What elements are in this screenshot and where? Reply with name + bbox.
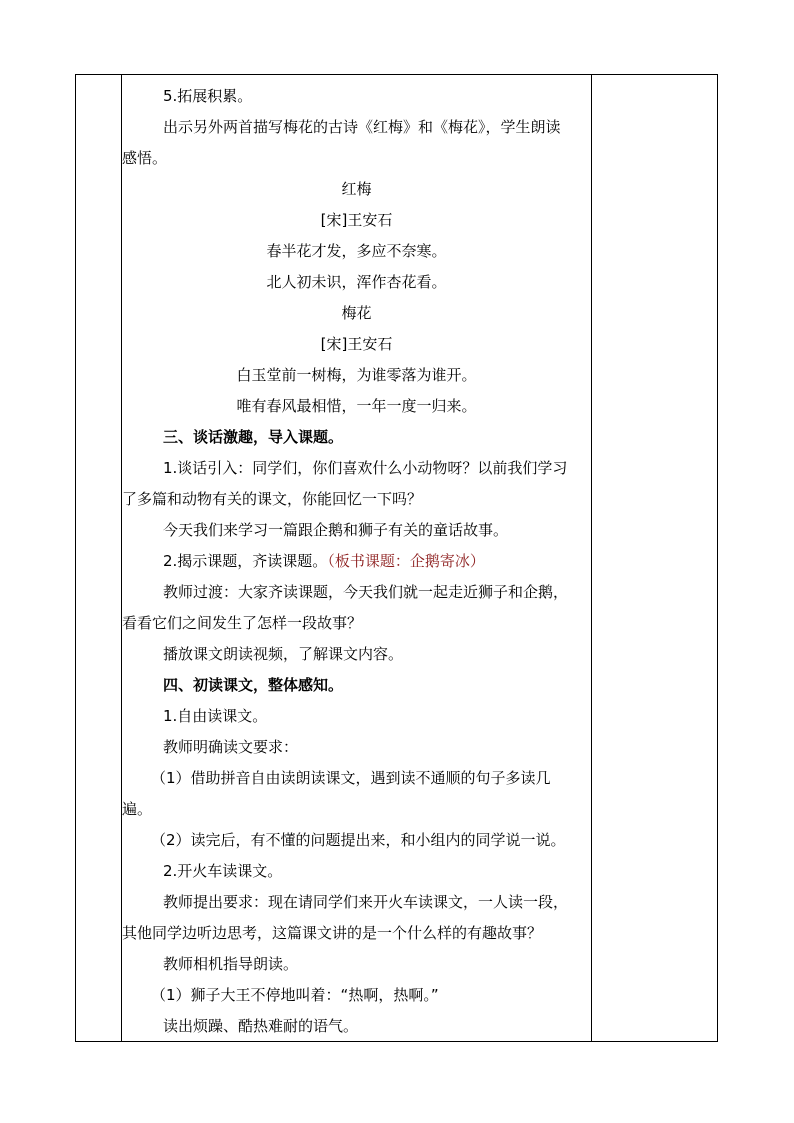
text-line: （1）借助拼音自由读朗读课文，遇到读不通顺的句子多读几 <box>151 769 551 787</box>
text-line: （1）狮子大王不停地叫着：“热啊，热啊。” <box>151 986 439 1004</box>
text-line: 1.谈话引入：同学们，你们喜欢什么小动物呀？以前我们学习 <box>163 459 568 477</box>
text-line: 教师明确读文要求： <box>163 738 299 756</box>
section-heading: 三、谈话激趣，导入课题。 <box>163 428 344 446</box>
poem-line: 春半花才发，多应不奈寒。 <box>266 242 447 260</box>
text-line <box>122 551 591 571</box>
board-note: （板书课题：企鹅寄冰） <box>327 552 485 570</box>
text-line: 教师过渡：大家齐读课题，今天我们就一起走近狮子和企鹅， <box>163 583 569 601</box>
poem-author: [宋]王安石 <box>320 335 393 353</box>
poem-author: [宋]王安石 <box>320 211 393 229</box>
text-line: 看看它们之间发生了怎样一段故事？ <box>122 614 363 632</box>
column-divider-right <box>591 75 592 1041</box>
text-line: 了多篇和动物有关的课文，你能回忆一下吗？ <box>122 490 423 508</box>
poem-line: 北人初未识，浑作杏花看。 <box>266 273 447 291</box>
poem-title: 红梅 <box>341 180 372 198</box>
text-line: 遍。 <box>122 800 153 818</box>
text-line: 读出烦躁、酷热难耐的语气。 <box>163 1017 359 1035</box>
text-line: 5.拓展积累。 <box>163 87 253 105</box>
text-line: 出示另外两首描写梅花的古诗《红梅》和《梅花》，学生朗读 <box>163 118 561 136</box>
text-line: 感悟。 <box>122 149 168 167</box>
section-heading: 四、初读课文，整体感知。 <box>163 676 344 694</box>
text-line: 教师相机指导朗读。 <box>163 955 299 973</box>
text-line: （2）读完后，有不懂的问题提出来，和小组内的同学说一说。 <box>151 831 566 849</box>
text-line: 其他同学边听边思考，这篇课文讲的是一个什么样的有趣故事？ <box>122 924 543 942</box>
poem-line: 唯有春风最相惜，一年一度一归来。 <box>236 397 477 415</box>
lesson-plan-table <box>75 74 718 1042</box>
text-line: 2.开火车读课文。 <box>163 862 283 880</box>
text-line: 1.自由读课文。 <box>163 707 268 725</box>
subsection-text: 2.揭示课题，齐读课题。 <box>163 552 328 570</box>
text-line: 教师提出要求：现在请同学们来开火车读课文，一人读一段， <box>163 893 569 911</box>
poem-line: 白玉堂前一树梅，为谁零落为谁开。 <box>236 366 477 384</box>
text-line: 今天我们来学习一篇跟企鹅和狮子有关的童话故事。 <box>163 521 509 539</box>
poem-title: 梅花 <box>341 304 372 322</box>
text-line: 播放课文朗读视频，了解课文内容。 <box>163 645 404 663</box>
